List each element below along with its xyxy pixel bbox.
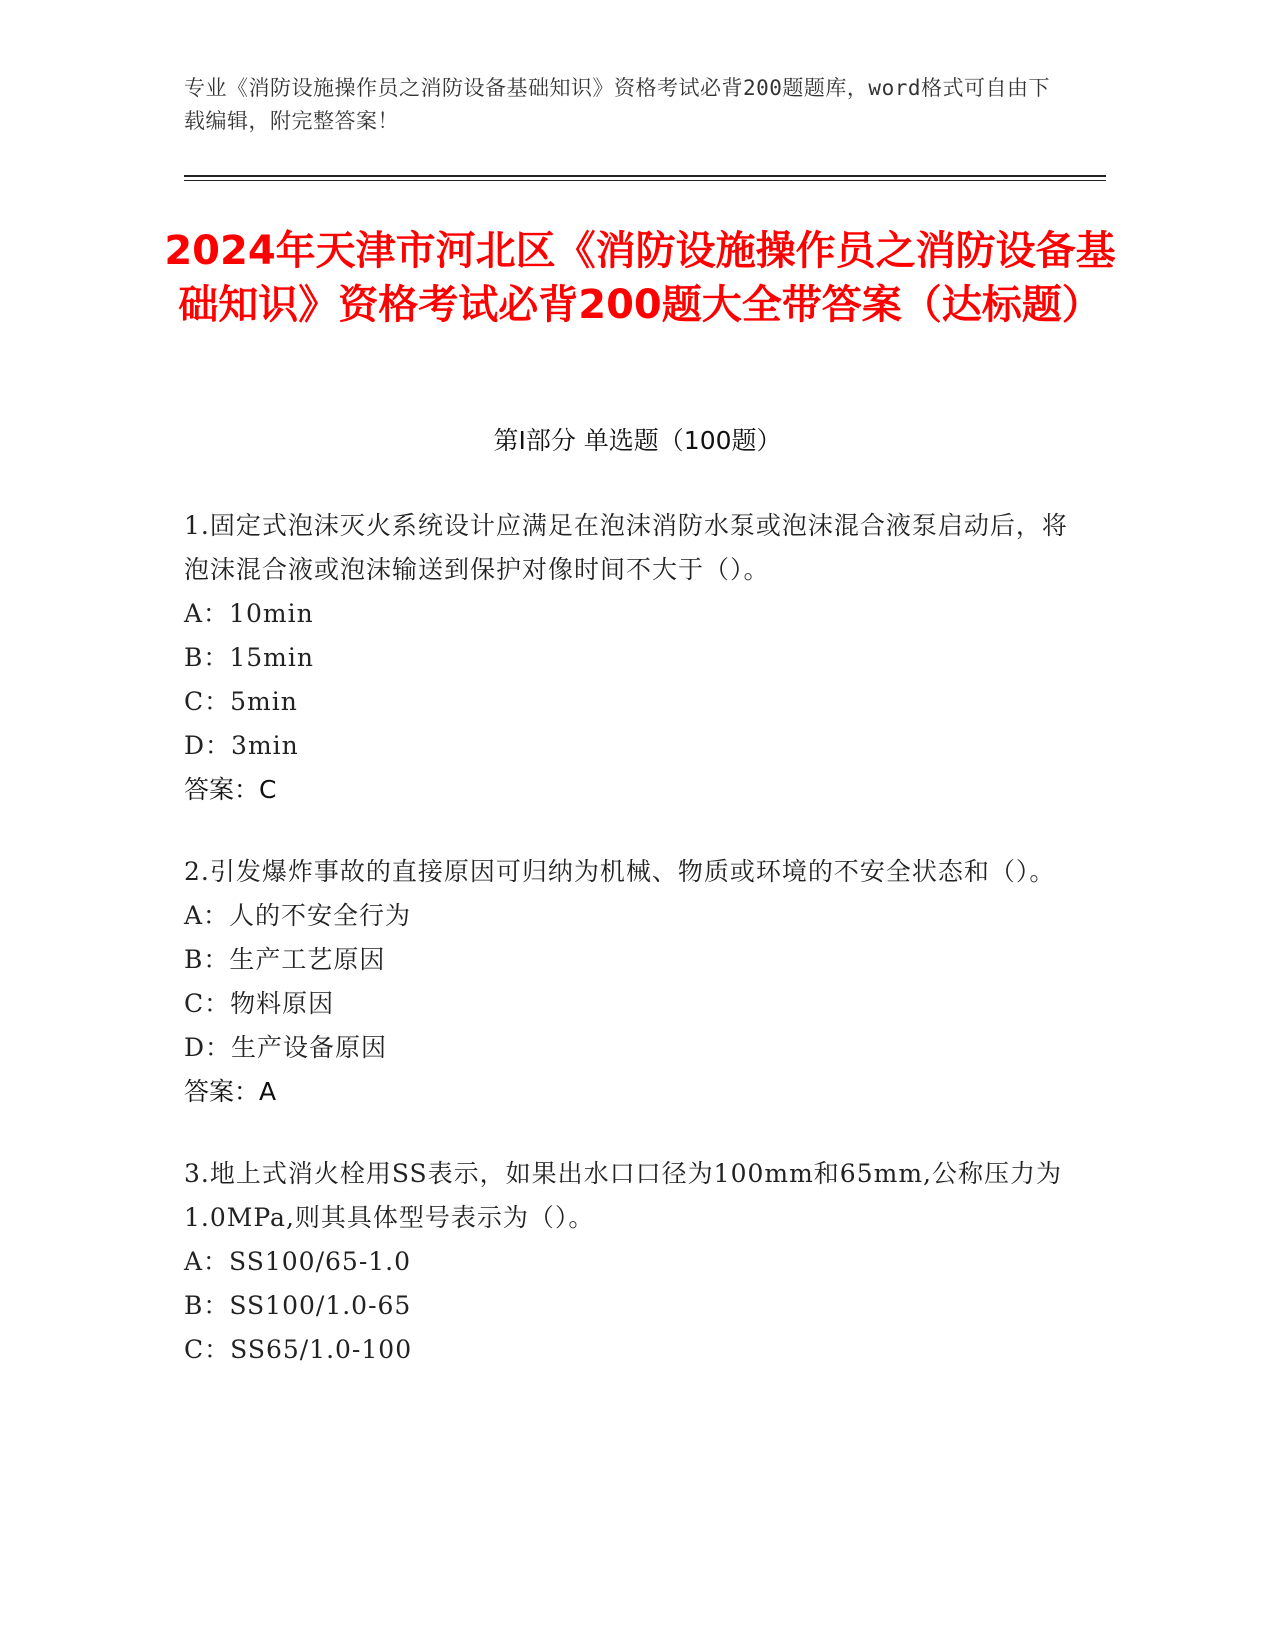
option-c: C：SS65/1.0-100 xyxy=(184,1335,413,1364)
option-a: A：SS100/65-1.0 xyxy=(184,1247,412,1276)
option-c: C：5min xyxy=(184,687,298,716)
option-a: A：人的不安全行为 xyxy=(184,901,412,930)
option-b: B：生产工艺原因 xyxy=(184,945,386,974)
question-stem: 3.地上式消火栓用SS表示，如果出水口口径为100mm和65mm,公称压力为1.0MPa,则其具体型号表示为（）。 xyxy=(184,1159,1062,1232)
question-list xyxy=(184,504,1074,1410)
question-stem: 2.引发爆炸事故的直接原因可归纳为机械、物质或环境的不安全状态和（）。 xyxy=(184,857,1056,886)
option-d: D：3min xyxy=(184,731,299,760)
section-title: 第Ⅰ部分 单选题（100题） xyxy=(493,426,782,455)
option-b: B：SS100/1.0-65 xyxy=(184,1291,412,1320)
question-2 xyxy=(184,850,1074,1114)
header-divider xyxy=(184,175,1106,177)
header-note: 专业《消防设施操作员之消防设备基础知识》资格考试必背200题题库，word格式可自由下载编辑，附完整答案！ xyxy=(184,76,1050,133)
question-3 xyxy=(184,1152,1074,1372)
option-a: A：10min xyxy=(184,599,314,628)
answer-line: 答案：C xyxy=(184,775,277,804)
option-d: D：生产设备原因 xyxy=(184,1033,388,1062)
option-c: C：物料原因 xyxy=(184,989,335,1018)
question-1 xyxy=(184,504,1074,812)
document-title: 2024年天津市河北区《消防设施操作员之消防设备基础知识》资格考试必背200题大全带答案（达标题） xyxy=(164,228,1116,328)
question-stem: 1.固定式泡沫灭火系统设计应满足在泡沫消防水泵或泡沫混合液泵启动后，将泡沫混合液或泡沫输送到保护对像时间不大于（）。 xyxy=(184,511,1068,584)
answer-line: 答案：A xyxy=(184,1077,277,1106)
option-b: B：15min xyxy=(184,643,314,672)
header-divider-thin xyxy=(184,180,1106,181)
